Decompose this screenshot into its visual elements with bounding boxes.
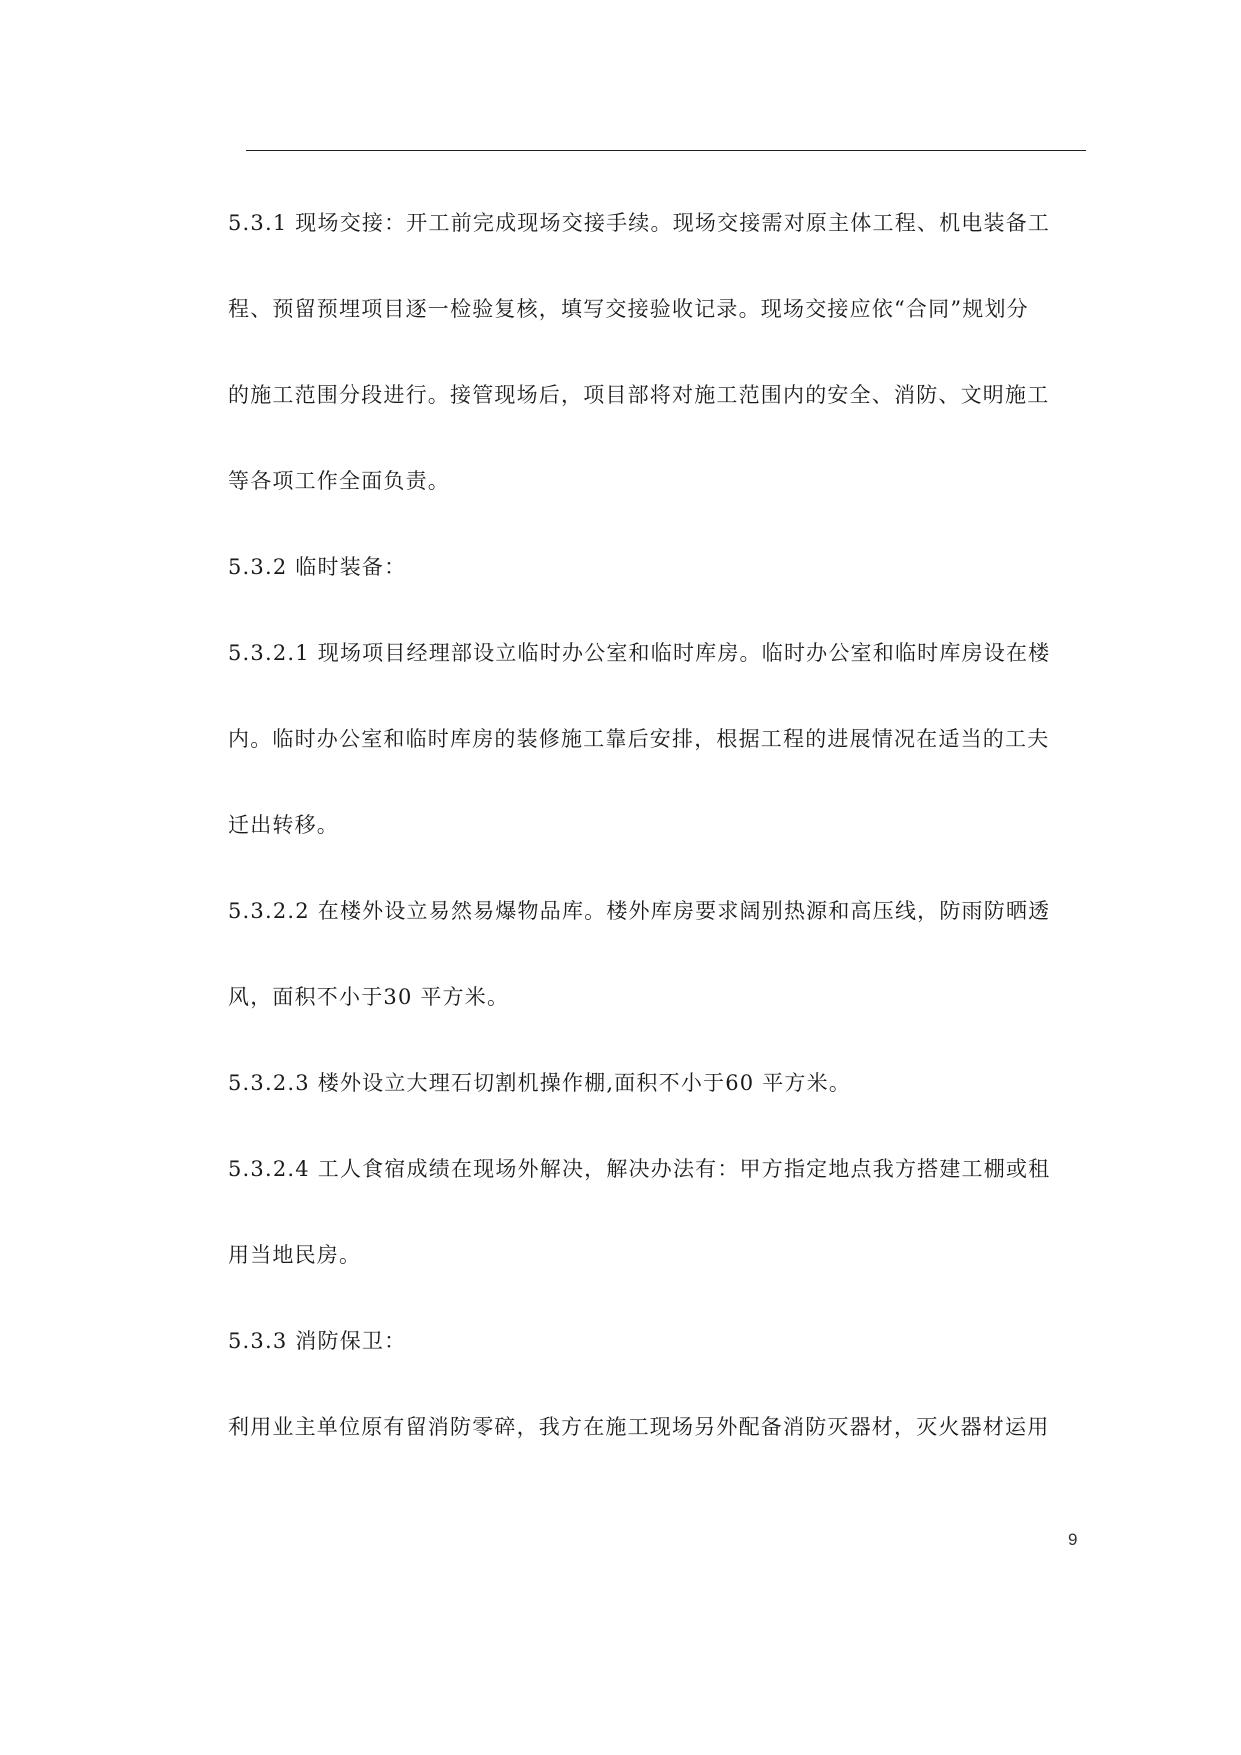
text-line: 迁出转移。 xyxy=(228,813,339,837)
section-heading: 5.3.3 消防保卫： xyxy=(228,1329,407,1353)
text-line: 程、预留预埋项目逐一检验复核，填写交接验收记录。现场交接应依“合同”规划分 xyxy=(228,297,1029,321)
text-line: 利用业主单位原有留消防零碎，我方在施工现场另外配备消防灭器材，灭火器材运用 xyxy=(228,1415,1050,1439)
text-line: 内。临时办公室和临时库房的装修施工靠后安排，根据工程的进展情况在适当的工夫 xyxy=(228,727,1050,751)
section-heading: 5.3.2 临时装备： xyxy=(228,555,407,579)
text-line: 等各项工作全面负责。 xyxy=(228,469,450,493)
page-number: 9 xyxy=(1068,1530,1078,1549)
text-line: 用当地民房。 xyxy=(228,1243,362,1267)
header-rule xyxy=(246,150,1086,151)
text-line: 5.3.2.2 在楼外设立易然易爆物品库。楼外库房要求阔别热源和高压线，防雨防晒透 xyxy=(228,899,1051,923)
text-line: 5.3.2.4 工人食宿成绩在现场外解决，解决办法有：甲方指定地点我方搭建工棚或租 xyxy=(228,1157,1051,1181)
text-line: 5.3.2.3 楼外设立大理石切割机操作棚,面积不小于60 平方米。 xyxy=(228,1071,852,1095)
text-line: 5.3.1 现场交接：开工前完成现场交接手续。现场交接需对原主体工程、机电装备工 xyxy=(228,211,1051,235)
text-line: 的施工范围分段进行。接管现场后，项目部将对施工范围内的安全、消防、文明施工 xyxy=(228,383,1050,407)
text-line: 风，面积不小于30 平方米。 xyxy=(228,985,510,1009)
text-line: 5.3.2.1 现场项目经理部设立临时办公室和临时库房。临时办公室和临时库房设在楼 xyxy=(228,641,1051,665)
